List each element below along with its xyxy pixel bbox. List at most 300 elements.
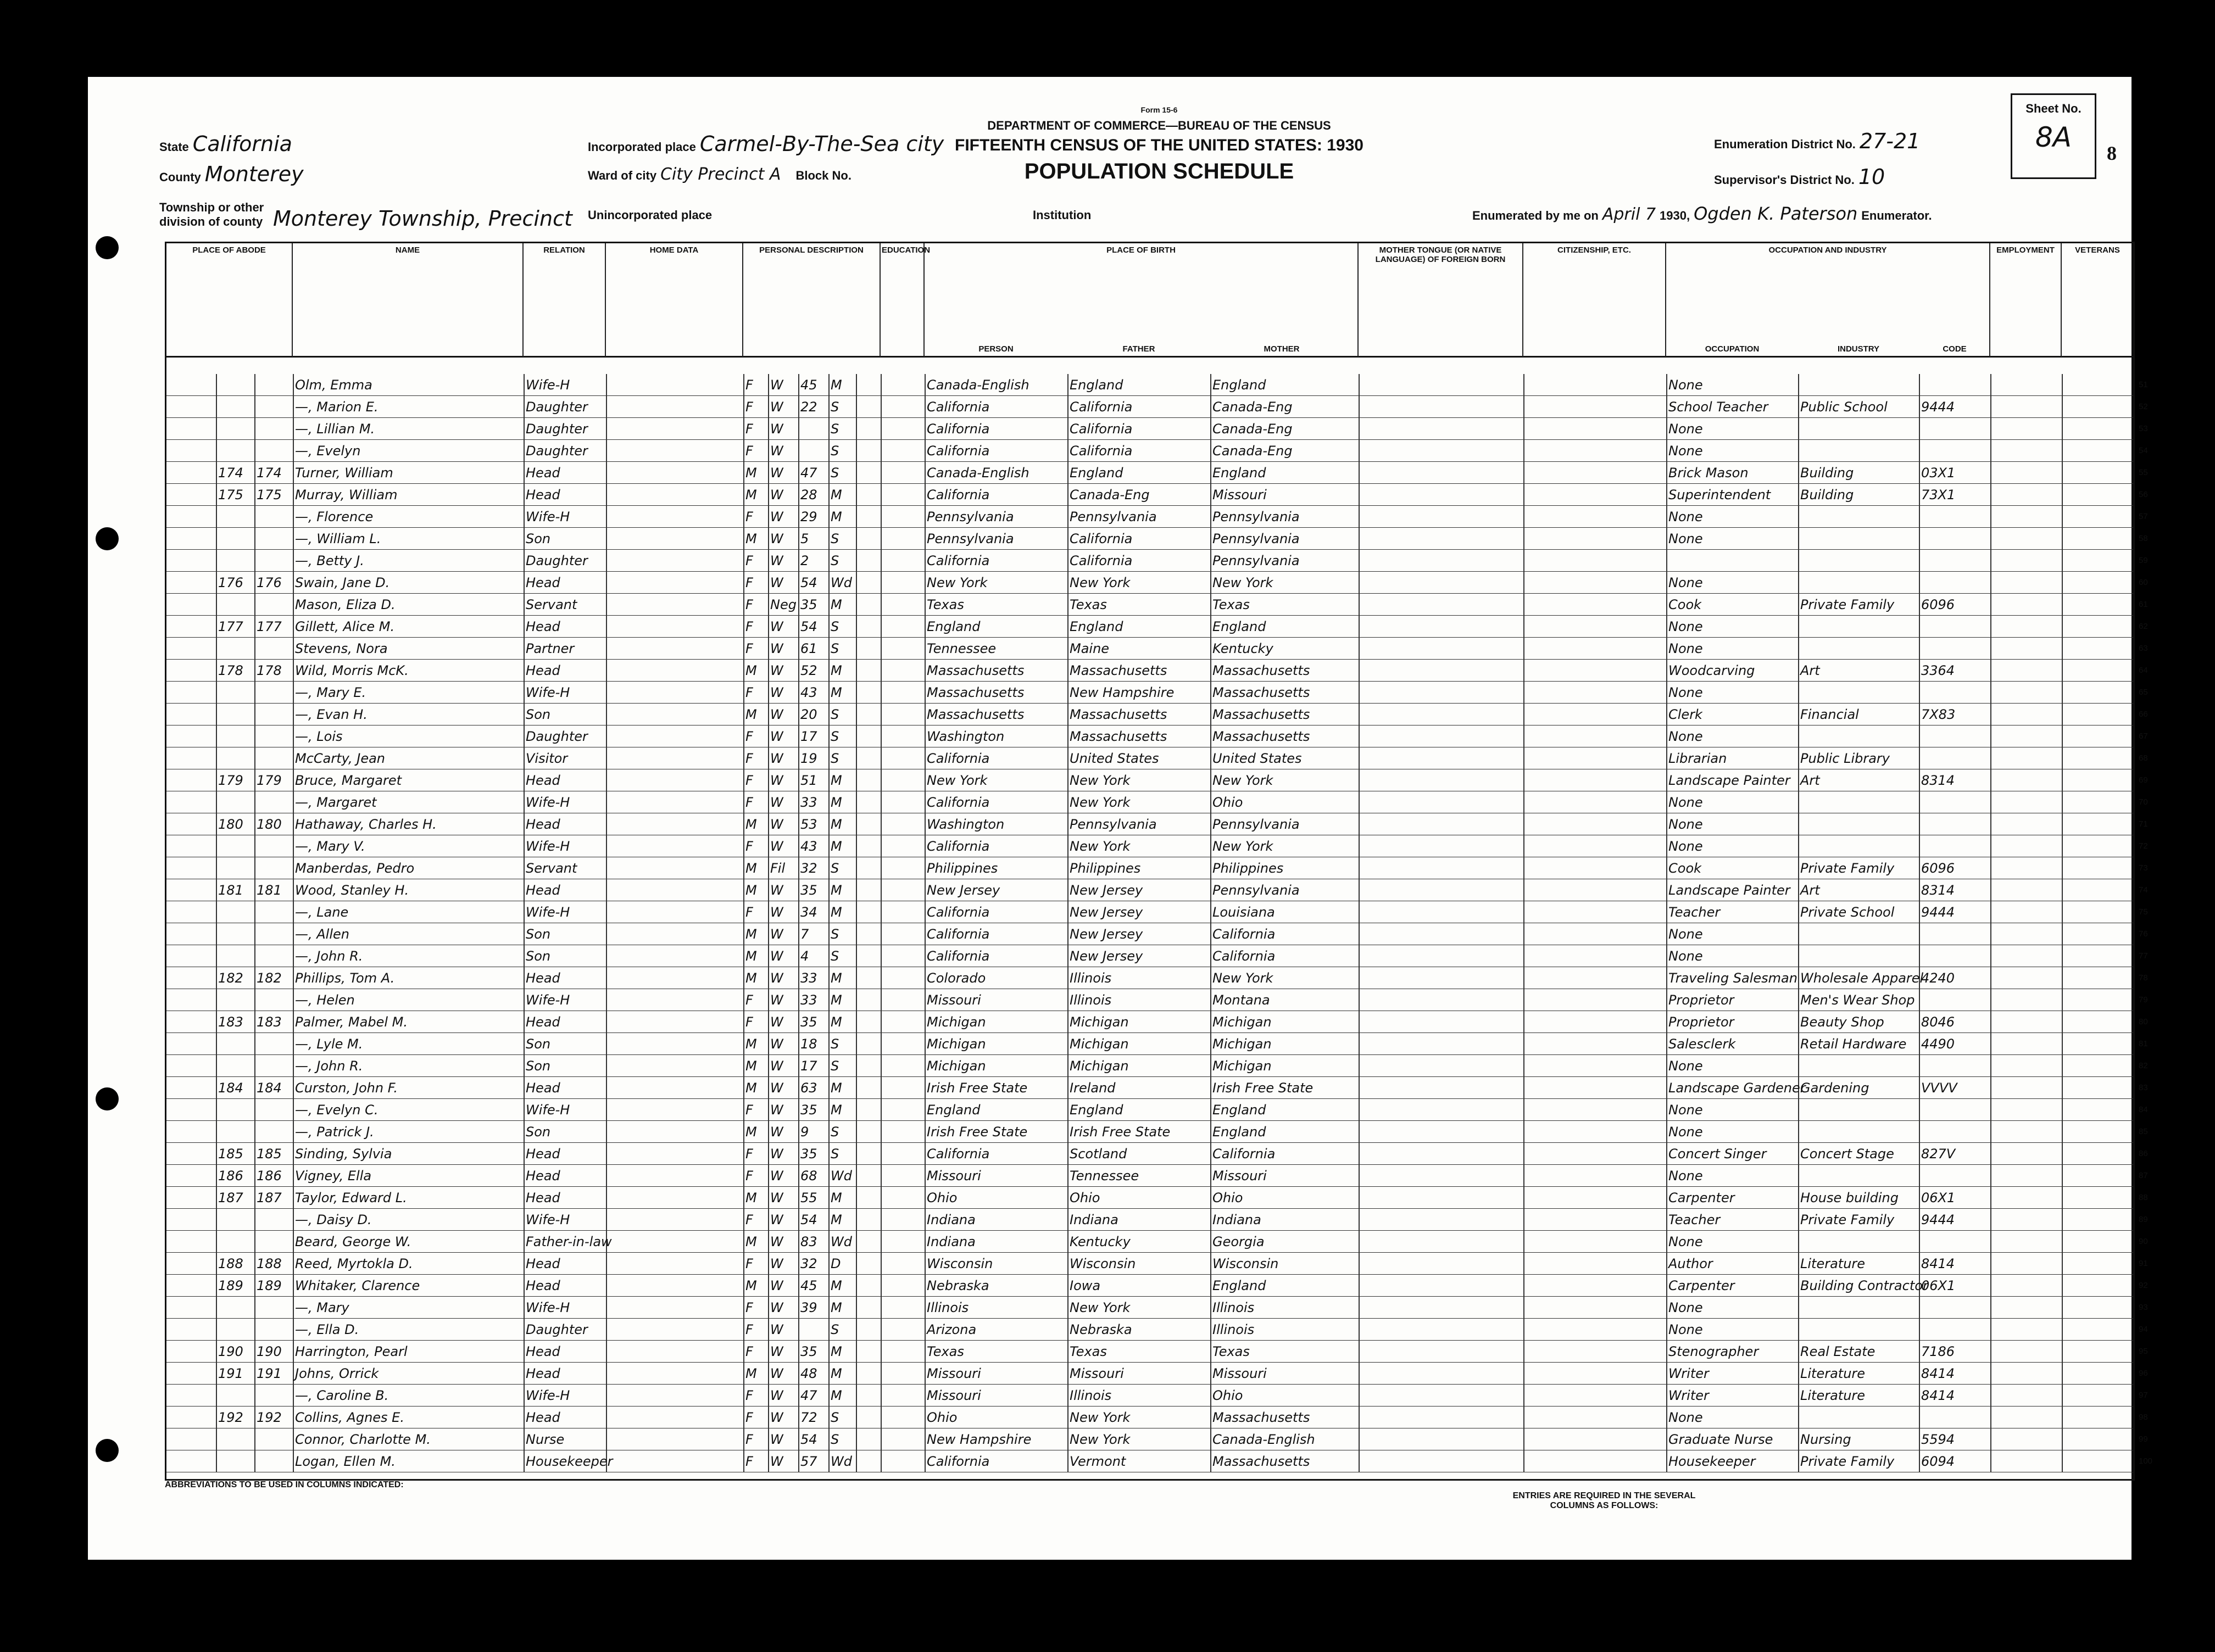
occupation-code: 6096 [1921,597,1955,612]
table-row [166,682,2148,704]
occupation: Landscape Painter [1668,883,1790,898]
table-row [166,1011,2148,1033]
race: W [770,1300,783,1315]
occupation-code [1919,1099,1990,1121]
family-number: 184 [257,1080,282,1096]
place-field [588,132,944,156]
birthplace-person: California [927,553,990,568]
table-row [166,791,2148,813]
occupation-code [1919,1407,1990,1428]
sex: M [745,948,757,964]
sheet-number: 8A [2035,121,2072,153]
family-number [254,682,293,704]
marital-status: S [831,927,839,942]
birthplace-person: New York [927,773,988,788]
table-row [166,418,2148,440]
person-name: —, Evan H. [295,707,368,722]
occupation: None [1668,685,1703,700]
race: W [770,1212,783,1227]
dwelling-number: 177 [218,619,243,634]
race: W [770,377,783,393]
person-name: Gillett, Alice M. [295,619,395,634]
occupation: None [1668,795,1703,810]
dwelling-number: 183 [218,1014,243,1030]
birthplace-person: New Jersey [927,883,1000,898]
person-name: —, Lane [295,905,349,920]
dwelling-number: 184 [218,1080,243,1096]
dwelling-number [216,1033,254,1055]
dwelling-number [216,440,254,462]
industry: Literature [1800,1388,1866,1403]
occupation: Stenographer [1668,1344,1759,1359]
birthplace-father: New York [1070,575,1131,590]
occupation: None [1668,575,1703,590]
line-number: 57 [2139,512,2148,521]
enumerated-date: April 7 [1602,205,1656,224]
person-name: —, Lyle M. [295,1036,363,1052]
person-name: Johns, Orrick [295,1366,379,1381]
line-number: 60 [2139,578,2148,587]
birthplace-father: New Jersey [1070,948,1143,964]
birthplace-mother: England [1212,1278,1266,1293]
birthplace-father: Nebraska [1070,1322,1132,1337]
occupation: Graduate Nurse [1668,1432,1773,1447]
race: W [770,1410,783,1425]
table-row [166,1121,2148,1143]
birthplace-person: California [927,1454,990,1469]
occupation: None [1668,509,1703,524]
occupation: None [1668,619,1703,634]
line-number: 74 [2139,885,2148,895]
table-row [166,901,2148,923]
age: 32 [800,1256,817,1271]
dwelling-number [216,594,254,616]
industry: Retail Hardware [1800,1036,1907,1052]
age: 43 [800,839,817,854]
race: W [770,992,783,1008]
race: W [770,1014,783,1030]
family-number: 181 [257,883,282,898]
line-number: 97 [2139,1391,2148,1400]
person-name: Beard, George W. [295,1234,411,1249]
birthplace-person: California [927,1146,990,1162]
line-number: 64 [2139,666,2148,675]
industry: Wholesale Apparel [1800,970,1924,986]
person-name: Stevens, Nora [295,641,388,656]
person-name: Whitaker, Clarence [295,1278,420,1293]
age: 47 [800,1388,817,1403]
marital-status: D [831,1256,841,1271]
relation: Housekeeper [526,1454,613,1469]
sheet-box [2011,93,2096,179]
schedule-title: POPULATION SCHEDULE [1024,159,1294,183]
industry: Nursing [1800,1432,1851,1447]
dwelling-number [216,1385,254,1407]
family-number [254,1428,293,1450]
occupation-code: 8046 [1921,1014,1955,1030]
relation: Son [526,707,551,722]
birthplace-person: Missouri [927,1388,981,1403]
occupation: Cook [1668,597,1702,612]
relation: Head [526,1190,560,1205]
occupation: Writer [1668,1366,1709,1381]
age: 54 [800,575,817,590]
family-number: 191 [257,1366,282,1381]
industry [1798,1407,1919,1428]
line-number: 66 [2139,710,2148,719]
relation: Head [526,575,560,590]
industry: Art [1800,773,1820,788]
occupation: Traveling Salesman [1668,970,1797,986]
relation: Son [526,531,551,546]
race: W [770,685,783,700]
sex: F [745,1388,753,1403]
birthplace-person: Irish Free State [927,1080,1028,1096]
occupation: None [1668,1124,1703,1140]
line-number: 77 [2139,951,2148,961]
sex: F [745,1102,753,1118]
relation: Head [526,1256,560,1271]
occupation-code [1919,1231,1990,1253]
dwelling-number [216,923,254,945]
marital-status: Wd [831,575,852,590]
occupation-code: 8414 [1921,1388,1955,1403]
birthplace-mother: Georgia [1212,1234,1265,1249]
relation: Wife-H [526,1388,570,1403]
birthplace-father: Missouri [1070,1366,1124,1381]
relation: Head [526,487,560,503]
relation: Head [526,1278,560,1293]
dwelling-number [216,550,254,572]
age: 39 [800,1300,817,1315]
birthplace-person: Massachusetts [927,707,1025,722]
dwelling-number [216,418,254,440]
birthplace-mother: Kentucky [1212,641,1273,656]
sex: F [745,1146,753,1162]
age [798,1319,828,1341]
birthplace-mother: Illinois [1212,1322,1255,1337]
sex: F [745,1454,753,1469]
age: 54 [800,1432,817,1447]
industry: Gardening [1800,1080,1869,1096]
family-number [254,857,293,879]
birthplace-mother: Massachusetts [1212,707,1310,722]
birthplace-father: Texas [1070,1344,1107,1359]
race: W [770,970,783,986]
dwelling-number: 190 [218,1344,243,1359]
person-name: —, William L. [295,531,381,546]
age: 45 [800,377,817,393]
marital-status: M [831,685,842,700]
sheet-corner: 8 [2107,142,2117,164]
occupation-code: 4240 [1921,970,1955,986]
birthplace-person: New Hampshire [927,1432,1032,1447]
table-row [166,1428,2148,1450]
family-number [254,945,293,967]
marital-status: S [831,1146,839,1162]
birthplace-person: Michigan [927,1058,986,1074]
line-number: 94 [2139,1325,2148,1334]
industry [1798,528,1919,550]
line-number: 69 [2139,775,2148,785]
age: 35 [800,1102,817,1118]
person-name: —, Caroline B. [295,1388,389,1403]
race: W [770,707,783,722]
dwelling-number [216,1121,254,1143]
occupation-code: 6096 [1921,861,1955,876]
marital-status: M [831,773,842,788]
age: 33 [800,970,817,986]
person-name: Harrington, Pearl [295,1344,408,1359]
birthplace-father: Scotland [1070,1146,1127,1162]
relation: Head [526,1014,560,1030]
sex: M [745,663,757,678]
birthplace-mother: Irish Free State [1212,1080,1314,1096]
occupation-code: 8414 [1921,1256,1955,1271]
birthplace-mother: Pennsylvania [1212,817,1300,832]
birthplace-father: England [1070,377,1123,393]
person-name: —, John R. [295,948,363,964]
occupation-code [1919,638,1990,660]
enumerated-field [1472,203,1932,224]
industry [1798,1055,1919,1077]
line-number: 67 [2139,732,2148,741]
industry: Private Family [1800,597,1895,612]
relation: Servant [526,861,577,876]
dwelling-number: 178 [218,663,243,678]
state-label: State [159,140,189,154]
industry [1798,813,1919,835]
dwelling-number: 181 [218,883,243,898]
family-number: 176 [257,575,282,590]
industry: Public Library [1800,751,1890,766]
occupation-code: 9444 [1921,905,1955,920]
person-name: Logan, Ellen M. [295,1454,396,1469]
birthplace-mother: Missouri [1212,487,1267,503]
person-name: —, Lois [295,729,343,744]
place-label: Incorporated place [588,140,696,154]
occupation: Brick Mason [1668,465,1749,481]
age: 43 [800,685,817,700]
occupation-title: OCCUPATION AND INDUSTRY [1768,245,1887,255]
sub-mother: MOTHER [1264,344,1300,354]
birthplace-father: California [1070,443,1133,459]
industry: Private School [1800,905,1895,920]
line-number: 63 [2139,644,2148,653]
marital-status: M [831,970,842,986]
family-number: 174 [257,465,282,481]
birthplace-mother: Missouri [1212,1168,1267,1184]
marital-status: S [831,421,839,437]
age: 55 [800,1190,817,1205]
industry: Private Family [1800,1212,1895,1227]
state-field [159,132,292,156]
relation: Head [526,773,560,788]
birthplace-person: Tennessee [927,641,997,656]
birthplace-father: England [1070,619,1123,634]
relation: Partner [526,641,575,656]
state-value: California [192,132,292,156]
age: 17 [800,729,817,744]
dwelling-number: 180 [218,817,243,832]
occupation: Housekeeper [1668,1454,1756,1469]
sub-person: PERSON [978,344,1014,354]
dwelling-number [216,374,254,396]
dwelling-number [216,1099,254,1121]
age: 34 [800,905,817,920]
punch-hole [96,236,119,259]
occupation-code [1919,791,1990,813]
person-name: —, Margaret [295,795,377,810]
occupation-code: 06X1 [1921,1190,1956,1205]
occupation-code [1919,550,1990,572]
sex: M [745,927,757,942]
age: 45 [800,1278,817,1293]
table-row [166,660,2148,682]
age: 54 [800,1212,817,1227]
age: 53 [800,817,817,832]
relation: Wife-H [526,795,570,810]
enumerator-name: Ogden K. Paterson [1694,203,1858,224]
occupation-code: 8314 [1921,773,1955,788]
occupation-code [1919,725,1990,747]
birthplace-mother: England [1212,377,1266,393]
marital-status: S [831,399,839,415]
birthplace-father: Tennessee [1070,1168,1139,1184]
person-name: —, Evelyn [295,443,361,459]
occupation: Librarian [1668,751,1727,766]
line-number: 73 [2139,863,2148,873]
marital-status: M [831,1388,842,1403]
birthplace-person: California [927,443,990,459]
industry: Private Family [1800,1454,1895,1469]
birthplace-person: Washington [927,729,1005,744]
race: W [770,1322,783,1337]
race: W [770,1256,783,1271]
marital-status: S [831,641,839,656]
relation: Father-in-law [526,1234,612,1249]
sex: F [745,553,753,568]
age: 28 [800,487,817,503]
birthplace-mother: Montana [1212,992,1270,1008]
ward-field [588,165,852,184]
birthplace-mother: Canada-Eng [1212,399,1293,415]
race: W [770,773,783,788]
person-name: —, Helen [295,992,355,1008]
occupation-code [1919,747,1990,769]
person-name: Murray, William [295,487,398,503]
birthplace-father: Massachusetts [1070,729,1167,744]
ward-value: City Precinct A [660,165,781,184]
industry [1798,1297,1919,1319]
sub-occupation: OCCUPATION [1705,344,1760,354]
dwelling-number [216,835,254,857]
marital-status: M [831,1102,842,1118]
line-number: 83 [2139,1083,2148,1092]
birthplace-mother: Wisconsin [1212,1256,1279,1271]
birthplace-mother: New York [1212,773,1273,788]
marital-status: M [831,663,842,678]
marital-status: S [831,1124,839,1140]
birthplace-mother: Massachusetts [1212,1410,1310,1425]
col-occupation [1666,243,1990,358]
birthplace-father: Indiana [1070,1212,1118,1227]
birthplace-person: Ohio [927,1410,958,1425]
marital-status: M [831,817,842,832]
col-relation: RELATION [524,243,606,358]
line-number: 92 [2139,1281,2148,1290]
table-row [166,989,2148,1011]
table-row [166,945,2148,967]
birthplace-mother: Texas [1212,597,1250,612]
occupation: School Teacher [1668,399,1768,415]
family-number: 186 [257,1168,282,1184]
relation: Wife-H [526,992,570,1008]
occupation-code: 5594 [1921,1432,1955,1447]
line-number: 96 [2139,1369,2148,1378]
birthplace-mother: Missouri [1212,1366,1267,1381]
marital-status: S [831,1036,839,1052]
industry [1798,572,1919,594]
birthplace-father: Irish Free State [1070,1124,1171,1140]
occupation: Proprietor [1668,1014,1734,1030]
birthplace-person: Michigan [927,1036,986,1052]
table-row [166,1341,2148,1363]
birthplace-mother: Massachusetts [1212,1454,1310,1469]
family-number: 180 [257,817,282,832]
table-row [166,1099,2148,1121]
table-row [166,374,2148,396]
birthplace-father: New Jersey [1070,883,1143,898]
marital-status: M [831,1212,842,1227]
sex: F [745,839,753,854]
industry [1798,374,1919,396]
birthplace-father: New York [1070,773,1131,788]
marital-status: M [831,839,842,854]
marital-status: M [831,1080,842,1096]
industry [1798,835,1919,857]
race: W [770,1102,783,1118]
county-field [159,162,304,186]
relation: Head [526,1410,560,1425]
table-row [166,769,2148,791]
age: 63 [800,1080,817,1096]
occupation-code: 03X1 [1921,465,1956,481]
enumerated-year: 1930, [1660,209,1690,222]
table-row [166,462,2148,484]
birthplace-father: California [1070,531,1133,546]
age: 35 [800,1014,817,1030]
family-number [254,725,293,747]
birthplace-person: California [927,795,990,810]
relation: Head [526,1146,560,1162]
sex: F [745,443,753,459]
family-number: 182 [257,970,282,986]
birthplace-mother: Canada-English [1212,1432,1315,1447]
sex: M [745,531,757,546]
line-number: 91 [2139,1259,2148,1268]
marital-status: S [831,553,839,568]
birthplace-person: England [927,619,981,634]
occupation-code: 7X83 [1921,707,1956,722]
birthplace-father: Michigan [1070,1014,1129,1030]
occupation-code [1919,835,1990,857]
occupation: None [1668,1102,1703,1118]
birthplace-mother: New York [1212,839,1273,854]
birthplace-person: Missouri [927,1168,981,1184]
relation: Daughter [526,443,588,459]
birthplace-mother: Michigan [1212,1014,1272,1030]
